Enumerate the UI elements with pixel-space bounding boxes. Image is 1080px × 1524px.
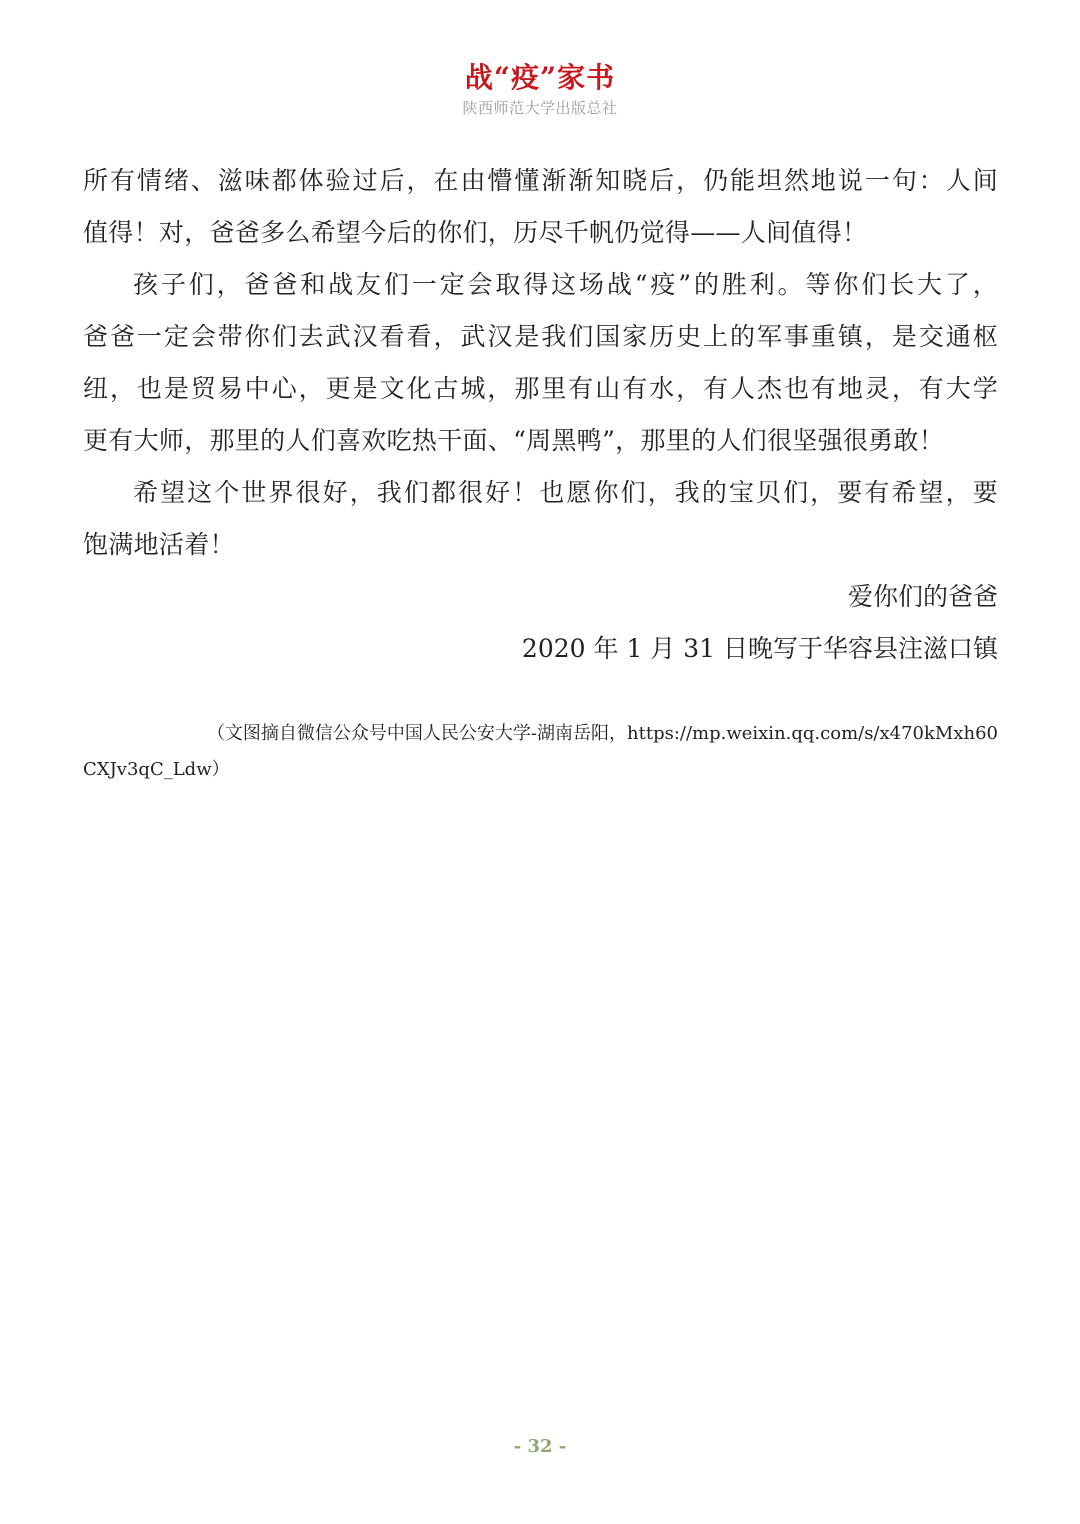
header-subtitle: 陕西师范大学出版总社 (462, 99, 618, 117)
paragraph-2 (83, 259, 998, 467)
text-line: 更有大师，那里的人们喜欢吃热干面、“周黑鸭”，那里的人们很坚强很勇敢！ (83, 426, 945, 455)
text-line: 饱满地活着！ (83, 530, 235, 559)
signature-date-place: 2020 年 1 月 31 日晚写于华容县注滋口镇 (521, 634, 998, 663)
signature-name: 爱你们的爸爸 (847, 582, 998, 611)
source-line-2: CXJv3qC_Ldw） (83, 759, 230, 780)
source-citation (83, 716, 998, 788)
paragraph-3 (83, 467, 998, 571)
text-line: 值得！对，爸爸多么希望今后的你们，历尽千帆仍觉得——人间值得！ (83, 218, 868, 247)
text-line: 所有情绪、滋味都体验过后，在由懵懂渐渐知晓后，仍能坦然地说一句：人间 (83, 166, 998, 195)
header-title: 战“疫”家书 (464, 61, 616, 94)
text-line: 爸爸一定会带你们去武汉看看，武汉是我们国家历史上的军事重镇，是交通枢 (83, 322, 998, 351)
source-line-1: （文图摘自微信公众号中国人民公安大学-湖南岳阳，https://mp.weixin.qq.com/s/x470kMxh60 (206, 723, 998, 744)
page-header (0, 58, 1080, 118)
letter-body (83, 155, 998, 675)
page-number: - 32 - (513, 1436, 567, 1457)
text-line: 孩子们，爸爸和战友们一定会取得这场战“疫”的胜利。等你们长大了， (133, 270, 998, 299)
paragraph-1 (83, 155, 998, 259)
text-line: 纽，也是贸易中心，更是文化古城，那里有山有水，有人杰也有地灵，有大学 (83, 374, 998, 403)
text-line: 希望这个世界很好，我们都很好！也愿你们，我的宝贝们，要有希望，要 (133, 478, 998, 507)
